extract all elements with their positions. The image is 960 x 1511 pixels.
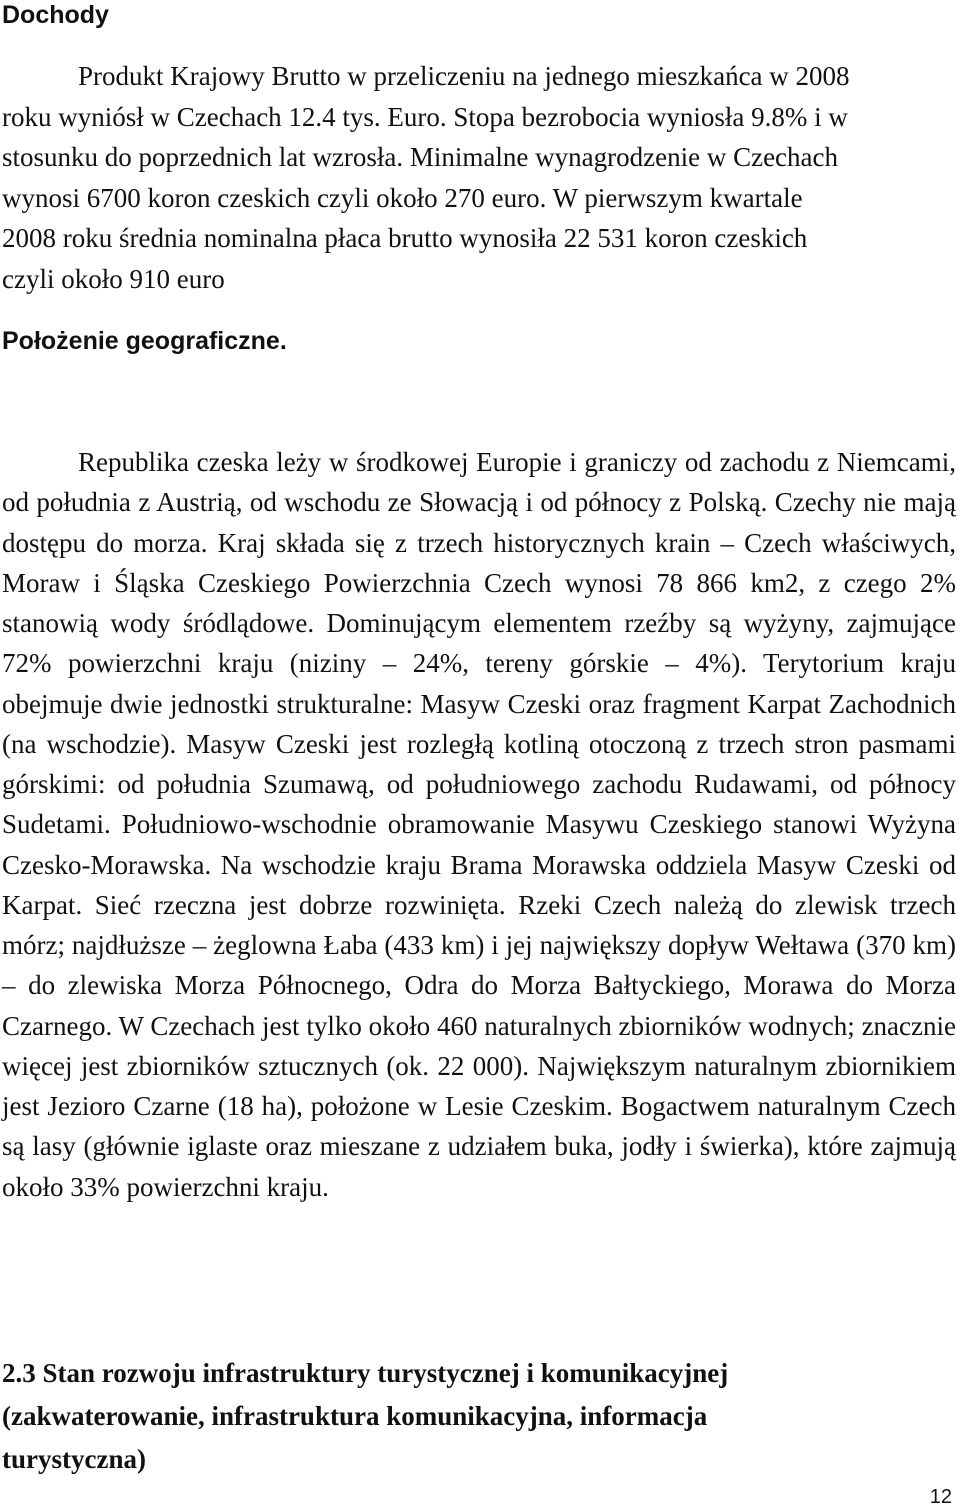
paragraph-line: Produkt Krajowy Brutto w przeliczeniu na jednego mieszkańca w 2008	[78, 61, 850, 91]
paragraph-line: czyli około 910 euro	[2, 263, 225, 294]
page-number: 12	[929, 1486, 952, 1508]
paragraph-line: 2008 roku średnia nominalna płaca brutto wynosiła 22 531 koron czeskich	[2, 223, 808, 254]
section-heading-infrastructure: 2.3 Stan rozwoju infrastruktury turystycznej i komunikacyjnej (zakwaterowanie, infrastruktura komunikacyjna, informacja turystyczna)	[2, 1358, 729, 1474]
paragraph-line: roku wyniósł w Czechach 12.4 tys. Euro. Stopa bezrobocia wyniosła 9.8% i w	[2, 101, 848, 132]
income-paragraph	[2, 56, 957, 300]
section-heading-polozenie: Położenie geograficzne.	[2, 327, 287, 355]
paragraph-line: wynosi 6700 koron czeskich czyli około 270 euro. W pierwszym kwartale	[2, 182, 803, 213]
paragraph-line: stosunku do poprzednich lat wzrosła. Minimalne wynagrodzenie w Czechach	[2, 142, 838, 173]
section-heading-dochody: Dochody	[2, 1, 109, 29]
geography-paragraph: Republika czeska leży w środkowej Europie i graniczy od zachodu z Niemcami, od południa z Austrią, od wschodu ze Słowacją i od północy z Polską. Czechy nie mają dostępu do morza. Kraj składa się z trzech historycznych krain – Czech właściwych, Moraw i Śląska Czeskiego Powierzchnia Czech wynosi 78 866 km2, z czego 2% stanowią wody śródlądowe. Dominującym elementem rzeźby są wyżyny, zajmujące 72% powierzchni kraju (niziny – 24%, tereny górskie – 4%). Terytorium kraju obejmuje dwie jednostki strukturalne: Masyw Czeski oraz fragment Karpat Zachodnich (na wschodzie). Masyw Czeski jest rozległą kotliną otoczoną z trzech stron pasmami górskimi: od południa Szumawą, od południowego zachodu Rudawami, od północy Sudetami. Południowo-wschodnie obramowanie Masywu Czeskiego stanowi Wyżyna Czesko-Morawska. Na wschodzie kraju Brama Morawska oddziela Masyw Czeski od Karpat. Sieć rzeczna jest dobrze rozwinięta. Rzeki Czech należą do zlewisk trzech mórz; najdłuższe – żeglowna Łaba (433 km) i jej największy dopływ Wełtawa (370 km) – do zlewiska Morza Północnego, Odra do Morza Bałtyckiego, Morawa do Morza Czarnego. W Czechach jest tylko około 460 naturalnych zbiorników wodnych; znacznie więcej jest zbiorników sztucznych (ok. 22 000). Największym naturalnym zbiornikiem jest Jezioro Czarne (18 ha), położone w Lesie Czeskim. Bogactwem naturalnym Czech są lasy (głównie iglaste oraz mieszane z udziałem buka, jodły i świerka), które zajmują około 33% powierzchni kraju.	[2, 447, 956, 1202]
